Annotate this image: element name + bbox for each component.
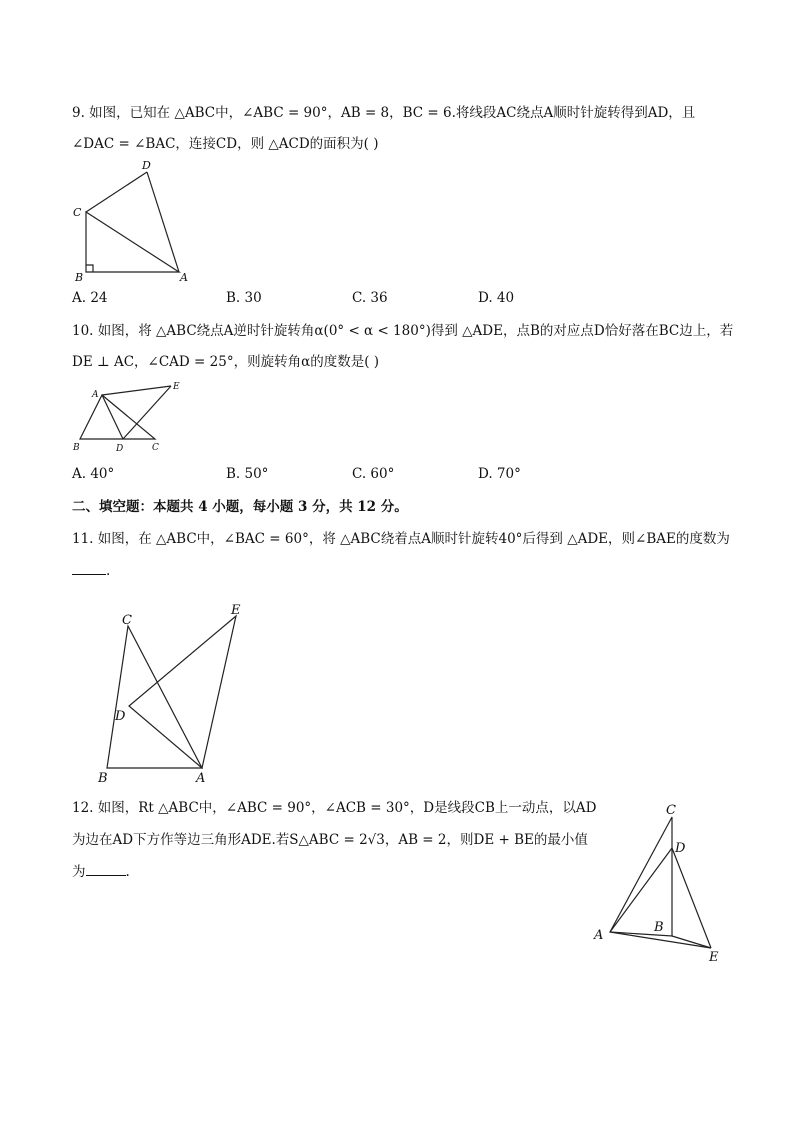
q10-text-line2: DE ⊥ AC，∠CAD = 25°，则旋转角α的度数是( ) <box>72 354 380 370</box>
q12-text-period: . <box>125 864 130 880</box>
q9-option-a[interactable]: A. 24 <box>72 290 108 306</box>
q9-label-a: A <box>180 271 188 284</box>
q10-label-e: E <box>173 382 180 392</box>
q9-triangle-abc <box>86 212 179 272</box>
q10-label-b: B <box>73 443 80 453</box>
q11-label-b: B <box>98 771 108 786</box>
q11-triangle-abc <box>107 626 202 768</box>
q10-figure <box>66 378 181 458</box>
q10-label-a: A <box>92 390 99 400</box>
q11-label-d: D <box>115 709 126 724</box>
q9-right-angle-mark <box>86 265 93 272</box>
q12-figure <box>588 800 728 965</box>
q9-label-b: B <box>75 271 84 284</box>
q12-triangle-abc <box>610 817 672 936</box>
q12-segment-de <box>672 848 711 948</box>
q9-text-line2: ∠DAC = ∠BAC，连接CD，则 △ACD的面积为( ) <box>72 136 379 152</box>
q9-label-c: C <box>73 206 82 219</box>
q11-triangle-ade <box>129 616 236 768</box>
q10-options <box>72 466 532 484</box>
q12-label-d: D <box>675 841 686 856</box>
q10-label-c: C <box>152 443 159 453</box>
q10-segment-ad <box>102 395 123 439</box>
q10-segment-ae <box>102 386 171 395</box>
q12-segment-be <box>672 936 711 948</box>
q11-label-c: C <box>122 613 132 628</box>
q9-option-c[interactable]: C. 36 <box>352 290 388 306</box>
q9-options <box>72 290 532 308</box>
section2-title: 二、填空题：本题共 4 小题，每小题 3 分，共 12 分。 <box>72 499 408 515</box>
q9-figure <box>60 155 200 290</box>
q10-option-d[interactable]: D. 70° <box>478 466 521 482</box>
q10-option-b[interactable]: B. 50° <box>226 466 269 482</box>
q10-text-line1: 10. 如图，将 △ABC绕点A逆时针旋转角α(0° < α < 180°)得到 △ADE，点B的对应点D恰好落在BC边上，若 <box>72 323 734 339</box>
q10-option-a[interactable]: A. 40° <box>72 466 115 482</box>
q10-label-d: D <box>116 444 124 454</box>
q12-label-e: E <box>709 950 719 965</box>
q12-answer-blank[interactable] <box>86 863 126 876</box>
q11-answer-blank[interactable] <box>72 562 106 575</box>
q9-segment-da <box>147 172 179 272</box>
q12-text-line3 <box>72 863 130 881</box>
q9-segment-cd <box>86 172 147 212</box>
q10-triangle-abc <box>80 395 155 439</box>
q12-text-line2: 为边在AD下方作等边三角形ADE.若S△ABC = 2√3，AB = 2，则DE + BE的最小值 <box>72 832 588 848</box>
q11-label-a: A <box>196 771 206 786</box>
q12-label-c: C <box>666 803 676 818</box>
q9-option-d[interactable]: D. 40 <box>478 290 515 306</box>
q11-text-period: . <box>106 563 111 579</box>
q11-text-line1: 11. 如图，在 △ABC中，∠BAC = 60°，将 △ABC绕着点A顺时针旋转40°后得到 △ADE，则∠BAE的度数为 <box>72 531 730 547</box>
q10-segment-de <box>123 386 171 439</box>
q12-text-prefix: 为 <box>72 864 86 880</box>
q12-label-b: B <box>654 920 664 935</box>
q11-label-e: E <box>231 603 241 618</box>
q10-option-c[interactable]: C. 60° <box>352 466 395 482</box>
q9-label-d: D <box>142 159 151 172</box>
q12-text-line1: 12. 如图，Rt △ABC中，∠ABC = 90°，∠ACB = 30°，D是线段CB上一动点，以AD <box>72 800 597 816</box>
q9-text-line1: 9. 如图，已知在 △ABC中，∠ABC = 90°，AB = 8，BC = 6.将线段AC绕点A顺时针旋转得到AD，且 <box>72 105 696 121</box>
q9-option-b[interactable]: B. 30 <box>226 290 262 306</box>
q11-text-line2 <box>72 562 110 580</box>
q12-label-a: A <box>594 928 604 943</box>
q11-figure <box>92 598 252 788</box>
